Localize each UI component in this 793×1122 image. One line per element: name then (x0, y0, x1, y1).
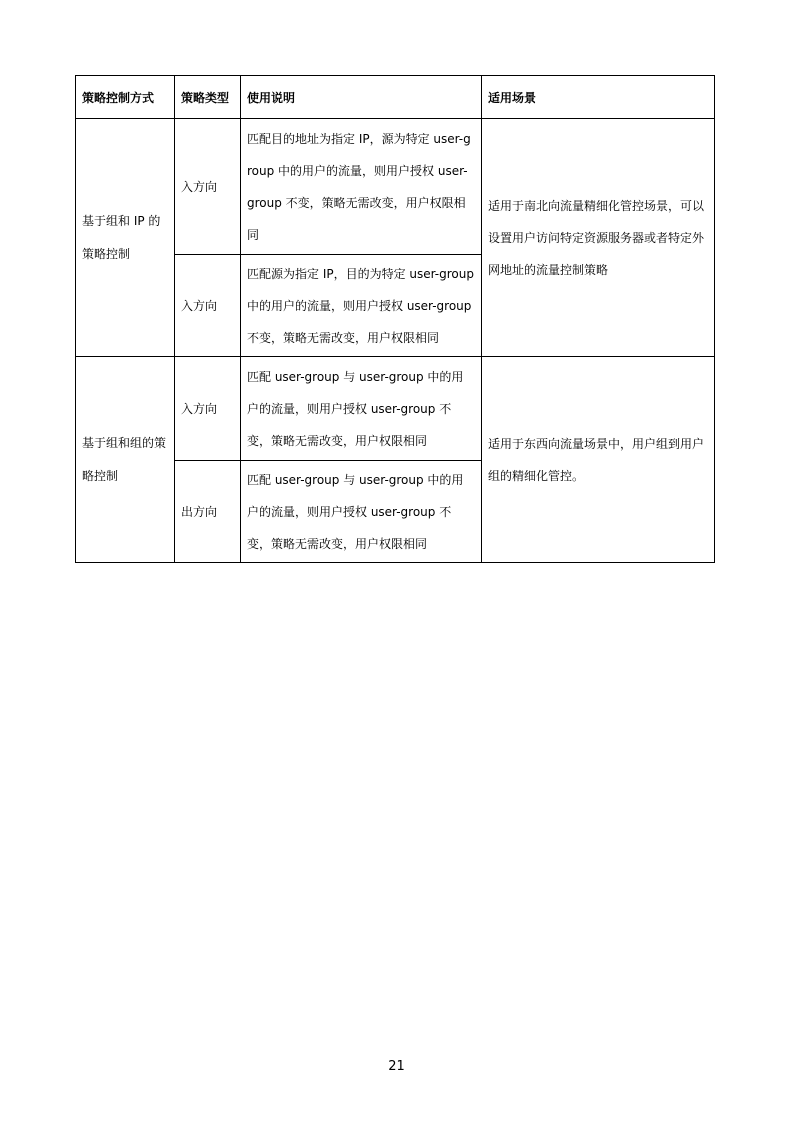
policy-method-cell: 基于组和 IP 的策略控制 (76, 119, 175, 357)
policy-type-cell: 入方向 (175, 255, 241, 357)
policy-type-cell: 出方向 (175, 461, 241, 563)
policy-type-cell: 入方向 (175, 357, 241, 461)
policy-control-table (75, 75, 715, 563)
applicable-scenario-cell: 适用于东西向流量场景中，用户组到用户组的精细化管控。 (482, 357, 715, 563)
policy-method-cell: 基于组和组的策略控制 (76, 357, 175, 563)
usage-description-cell: 匹配 user-group 与 user-group 中的用户的流量，则用户授权 user-group 不变，策略无需改变，用户权限相同 (241, 357, 482, 461)
table-row (76, 357, 715, 461)
table-header-row (76, 76, 715, 119)
policy-type-cell: 入方向 (175, 119, 241, 255)
header-policy-method: 策略控制方式 (76, 76, 175, 119)
table-row (76, 119, 715, 255)
header-applicable-scenario: 适用场景 (482, 76, 715, 119)
header-usage-description: 使用说明 (241, 76, 482, 119)
usage-description-cell: 匹配 user-group 与 user-group 中的用户的流量，则用户授权 user-group 不变，策略无需改变，用户权限相同 (241, 461, 482, 563)
header-policy-type: 策略类型 (175, 76, 241, 119)
page-number: 21 (388, 1059, 405, 1074)
applicable-scenario-cell: 适用于南北向流量精细化管控场景，可以设置用户访问特定资源服务器或者特定外网地址的流量控制策略 (482, 119, 715, 357)
usage-description-cell: 匹配目的地址为指定 IP，源为特定 user-group 中的用户的流量，则用户授权 user-group 不变，策略无需改变，用户权限相同 (241, 119, 482, 255)
usage-description-cell: 匹配源为指定 IP，目的为特定 user-group 中的用户的流量，则用户授权 user-group 不变，策略无需改变，用户权限相同 (241, 255, 482, 357)
